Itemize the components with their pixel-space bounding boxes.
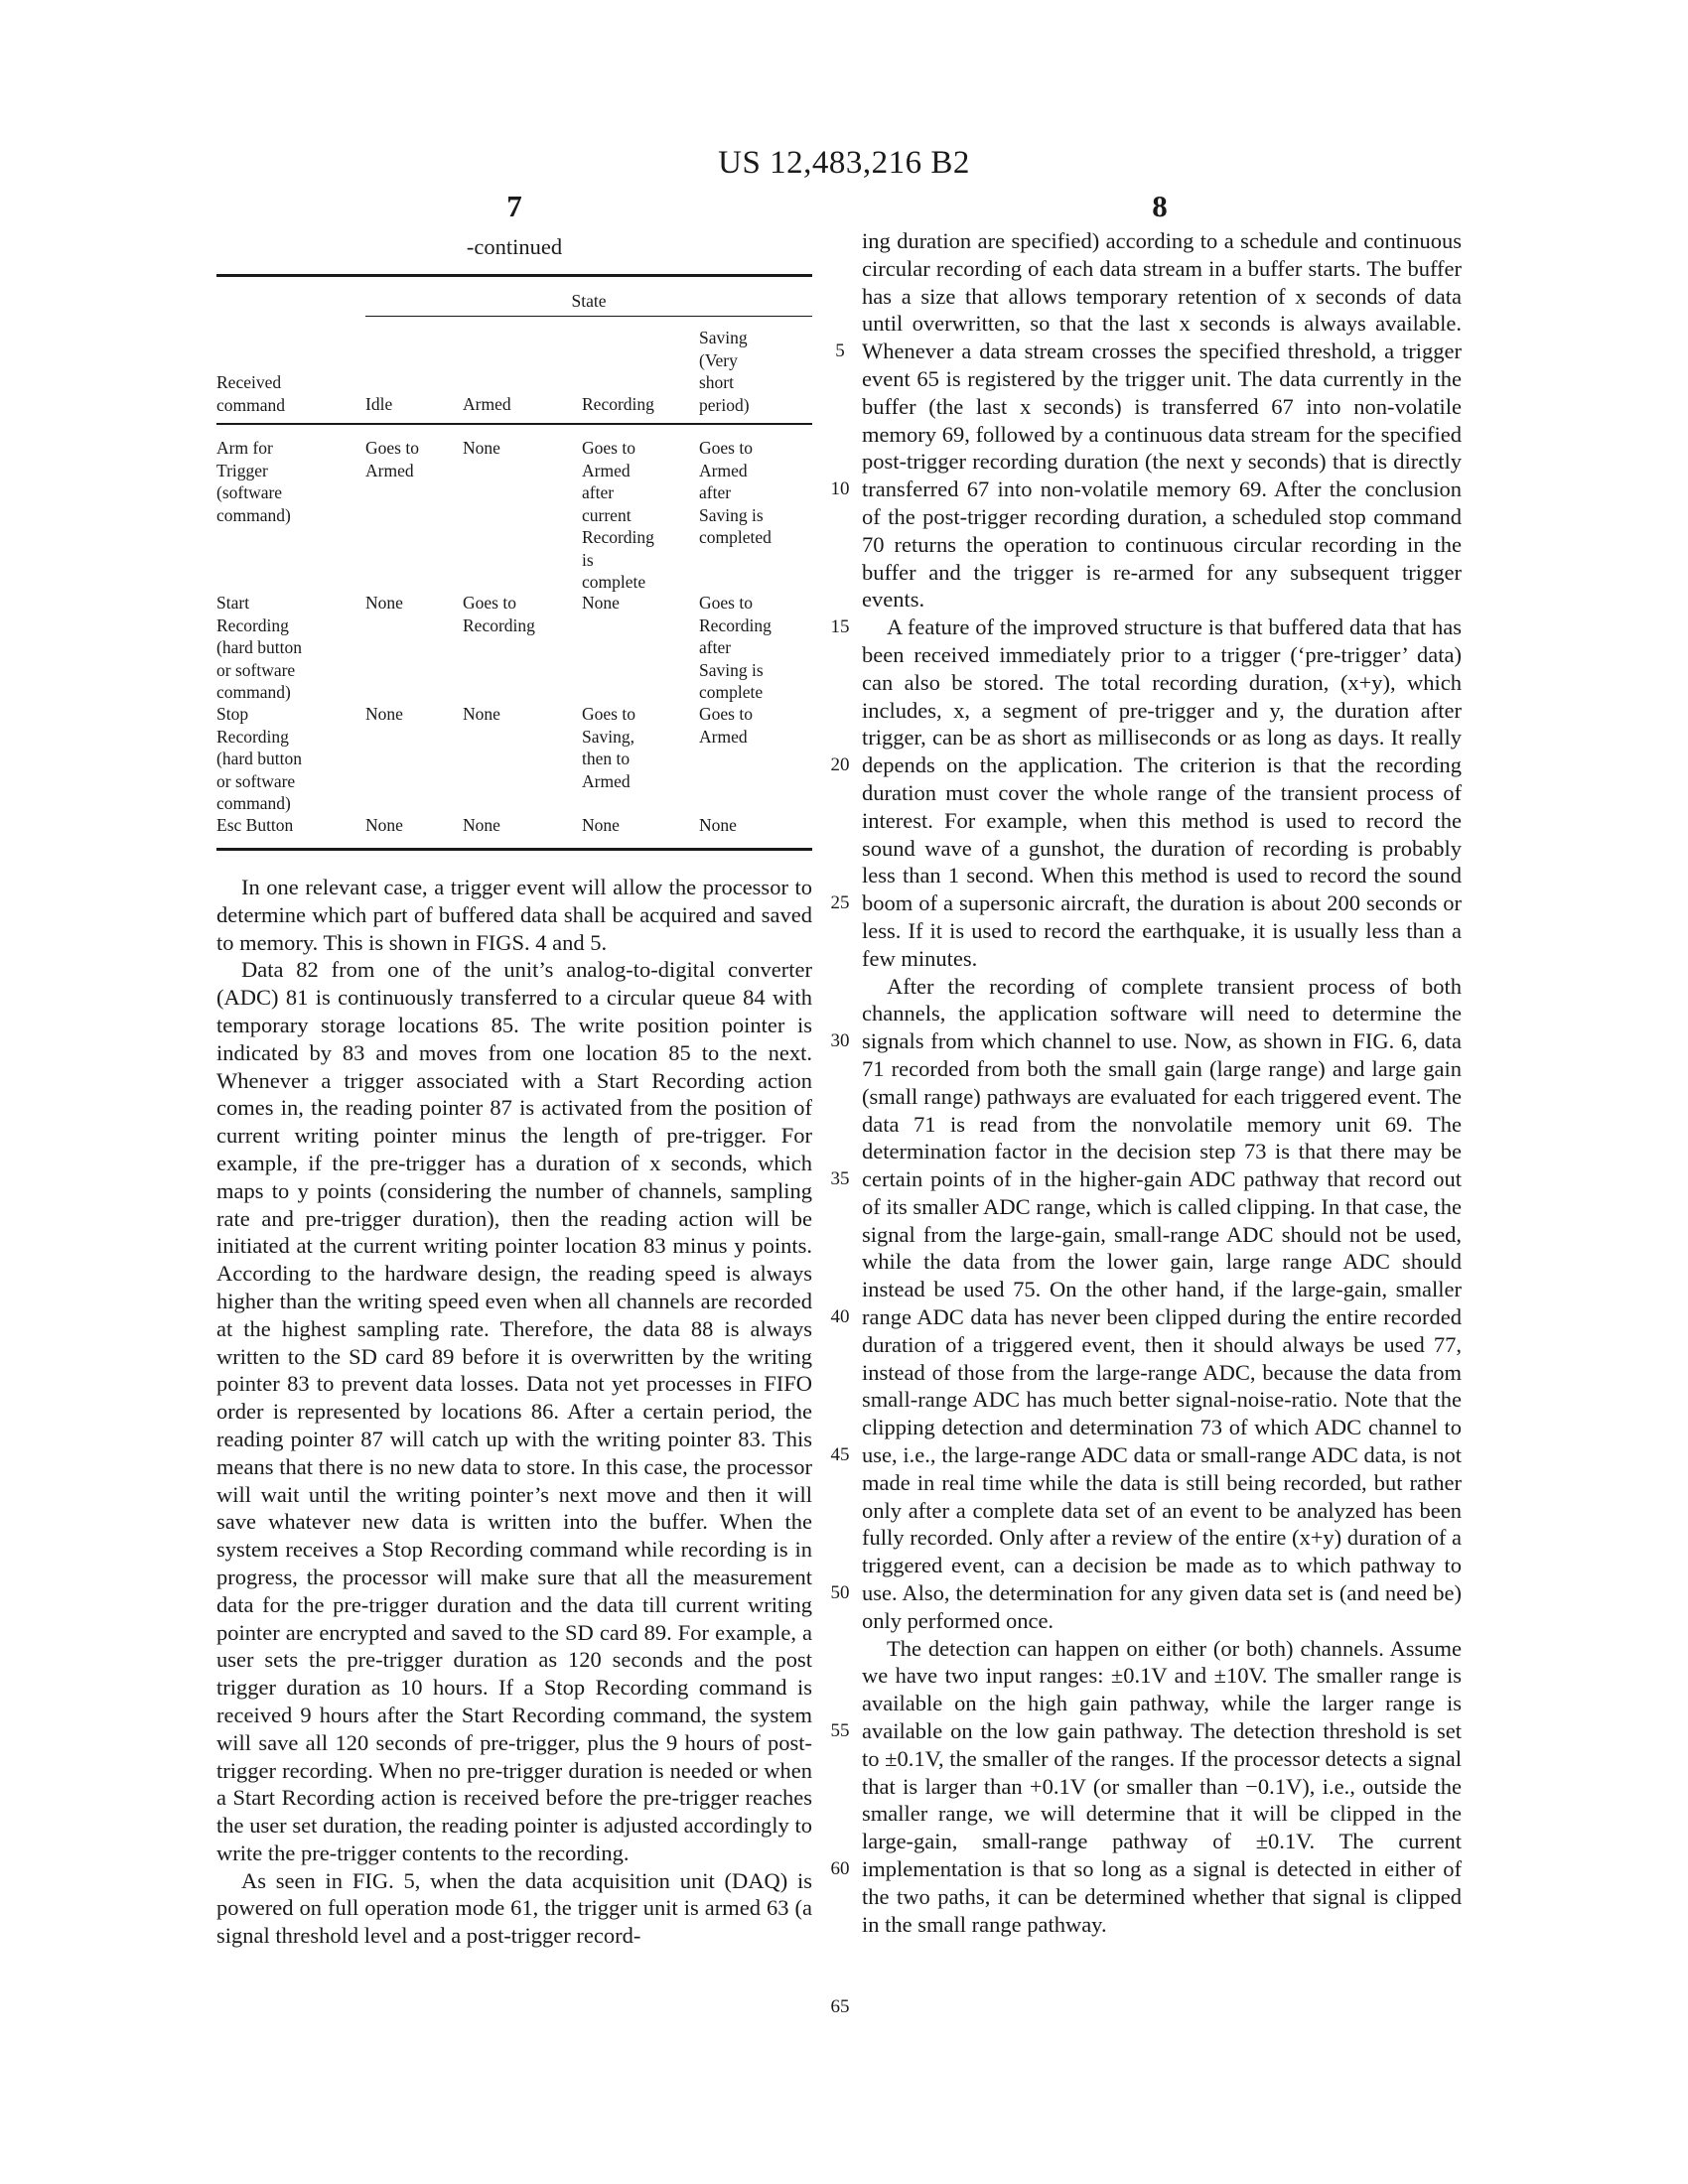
row-esc-command: Esc Button bbox=[216, 815, 294, 835]
right-paragraph-3: After the recording of complete transient process of both channels, the application software will need to determine the signals from which channel to use. Now, as shown in FIG. 6, data 71 recorded from both the small gain (large range) and large gain (small range) pathways are evaluated for each triggered event. The data 71 is read from the nonvolatile memory unit 69. The determination factor in the decision step 73 is that there may be certain points of in the higher-gain ADC pathway that record out of its smaller ADC range, which is called clipping. In that case, the signal from the large-gain, small-range ADC should not be used, while the data from the lower gain, large range ADC should instead be used 75. On the other hand, if the large-gain, smaller range ADC data has never been clipped during the entire recorded duration of a triggered event, then it should always be used 77, instead of those from the large-range ADC, because the data from small-range ADC has much better signal-noise-ratio. Note that the clipping detection and determination 73 of which ADC channel to use, i.e., the large-range ADC data or small-range ADC data, is not made in real time while the data is still being recorded, but rather only after a complete data set of an event to be analyzed has been fully recorded. Only after a review of the entire (x+y) duration of a triggered event, can a decision be made as to which pathway to use. Also, the determination for any given data set is (and need be) only performed once. bbox=[862, 973, 1462, 1633]
right-paragraph-2: A feature of the improved structure is that buffered data that has been received immediately prior to a trigger (‘pre-trigger’ data) can also be stored. The total recording duration, (x+y), which includes, x, a segment of pre-trigger and y, the duration after trigger, can be as short as milliseconds or as long as days. It really depends on the application. The criterion is that the recording duration must cover the whole range of the transient process of interest. For example, when this method is used to record the sound wave of a gunshot, the duration of recording is probably less than 1 second. When this method is used to record the sound boom of a supersonic aircraft, the duration is about 200 seconds or less. If it is used to record the earthquake, it is usually less than a few minutes. bbox=[862, 614, 1462, 971]
left-paragraph-3: As seen in FIG. 5, when the data acquisition unit (DAQ) is powered on full operation mode 61, the trigger unit is armed 63 (a signal threshold level and a post-trigger record- bbox=[216, 1867, 812, 1949]
line-number: 50 bbox=[830, 1582, 850, 1603]
table-bottom-rule bbox=[216, 848, 812, 851]
line-number: 40 bbox=[830, 1306, 850, 1327]
row-stop-armed: None bbox=[463, 704, 500, 724]
header-recording: Recording bbox=[582, 394, 654, 414]
left-column-text bbox=[216, 874, 812, 1950]
row-esc-saving: None bbox=[699, 815, 737, 835]
column-number-left: 7 bbox=[506, 189, 522, 223]
table-continued-label: -continued bbox=[466, 234, 563, 259]
row-start-armed: Goes to Recording bbox=[463, 593, 535, 635]
line-number: 10 bbox=[830, 478, 850, 499]
header-armed: Armed bbox=[463, 394, 511, 414]
row-arm-saving: Goes to Armed after Saving is completed bbox=[699, 438, 772, 547]
state-header: State bbox=[571, 291, 607, 311]
line-number: 45 bbox=[830, 1444, 850, 1465]
patent-number: US 12,483,216 B2 bbox=[718, 145, 970, 181]
row-stop-idle: None bbox=[365, 704, 403, 724]
table-top-rule bbox=[216, 274, 812, 277]
row-start-command: Start Recording (hard button or software command) bbox=[216, 593, 303, 702]
row-arm-armed: None bbox=[463, 438, 500, 458]
row-arm-idle: Goes to Armed bbox=[365, 438, 419, 480]
header-received-command: Received command bbox=[216, 372, 286, 415]
line-number: 5 bbox=[835, 341, 845, 361]
row-start-idle: None bbox=[365, 593, 403, 613]
row-stop-recording: Goes to Saving, then to Armed bbox=[582, 704, 635, 791]
row-esc-idle: None bbox=[365, 815, 403, 835]
header-saving: Saving (Very short period) bbox=[699, 328, 750, 415]
line-number: 55 bbox=[830, 1720, 850, 1741]
row-arm-command: Arm for Trigger (software command) bbox=[216, 438, 291, 525]
column-number-right: 8 bbox=[1152, 189, 1168, 223]
row-start-recording: None bbox=[582, 593, 620, 613]
header-idle: Idle bbox=[365, 394, 393, 414]
line-number: 30 bbox=[830, 1030, 850, 1051]
row-esc-recording: None bbox=[582, 815, 620, 835]
right-column-text bbox=[862, 227, 1462, 1938]
right-paragraph-4: The detection can happen on either (or both) channels. Assume we have two input ranges: ±0.1V and ±10V. The smaller range is available on the high gain pathway, while the larger range is available on the low gain pathway. The detection threshold is set to ±0.1V, the smaller of the ranges. If the processor detects a signal that is larger than +0.1V (or smaller than −0.1V), i.e., outside the smaller range, we will determine that it will be clipped in the large-gain, small-range pathway of ±0.1V. The current implementation is that so long as a signal is detected in either of the two paths, it can be determined whether that signal is clipped in the small range pathway. bbox=[862, 1635, 1462, 1937]
line-number: 15 bbox=[830, 616, 850, 637]
table-header-rule bbox=[216, 423, 812, 425]
line-number: 20 bbox=[830, 754, 850, 775]
left-paragraph-1: In one relevant case, a trigger event will allow the processor to determine which part of buffered data shall be acquired and saved to memory. This is shown in FIGS. 4 and 5. bbox=[216, 875, 812, 955]
line-number: 35 bbox=[830, 1168, 850, 1189]
left-paragraph-2: Data 82 from one of the unit’s analog-to-digital converter (ADC) 81 is continuously transferred to a circular queue 84 with temporary storage locations 85. The write position pointer is indicated by 83 and moves from one location 85 to the next. Whenever a trigger associated with a Start Recording action comes in, the reading pointer 87 is activated from the position of current writing pointer minus the length of pre-trigger. For example, if the pre-trigger has a duration of x seconds, which maps to y points (considering the number of channels, sampling rate and pre-trigger duration), then the reading action will be initiated at the current writing pointer location 83 minus y points. According to the hardware design, the reading speed is always higher than the writing speed even when all channels are recorded at the highest sampling rate. Therefore, the data 88 is always written to the SD card 89 before it is overwritten by the writing pointer 83 to prevent data losses. Data not yet processes in FIFO order is represented by locations 86. After a certain period, the reading pointer 87 will catch up with the writing pointer 83. This means that there is no new data to store. In this case, the processor will wait until the writing pointer’s next move and then it will save whatever new data is written into the buffer. When the system receives a Stop Recording command while recording is in progress, the processor will make sure that all the measurement data for the pre-trigger duration and the data till current writing pointer are encrypted and saved to the SD card 89. For example, a user sets the pre-trigger duration as 120 seconds and the post trigger duration as 10 hours. If a Stop Recording command is received 9 hours after the Start Recording command, the system will save all 120 seconds of pre-trigger, plus the 9 hours of post-trigger recording. When no pre-trigger duration is needed or when a Start Recording action is received before the pre-trigger reaches the user set duration, the reading pointer is adjusted accordingly to write the pre-trigger contents to the recording. bbox=[216, 957, 812, 1865]
state-header-rule bbox=[365, 316, 812, 317]
row-arm-recording: Goes to Armed after current Recording is complete bbox=[582, 438, 654, 592]
line-number: 25 bbox=[830, 892, 850, 913]
line-number: 60 bbox=[830, 1858, 850, 1879]
row-esc-armed: None bbox=[463, 815, 500, 835]
row-start-saving: Goes to Recording after Saving is complete bbox=[699, 593, 772, 702]
line-number: 65 bbox=[830, 1996, 850, 2017]
row-stop-saving: Goes to Armed bbox=[699, 704, 753, 747]
row-stop-command: Stop Recording (hard button or software command) bbox=[216, 704, 303, 813]
right-paragraph-1: ing duration are specified) according to a schedule and continuous circular recording of each data stream in a buffer starts. The buffer has a size that allows temporary retention of x seconds of data until overwritten, so that the last x seconds is always available. Whenever a data stream crosses the specified threshold, a trigger event 65 is registered by the trigger unit. The data currently in the buffer (the last x seconds) is transferred 67 into non-volatile memory 69, followed by a continuous data stream for the specified post-trigger recording duration (the next y seconds) that is directly transferred 67 into non-volatile memory 69. After the conclusion of the post-trigger recording duration, a scheduled stop command 70 returns the operation to continuous circular recording in the buffer and the trigger is re-armed for any subsequent trigger events. bbox=[862, 228, 1462, 613]
